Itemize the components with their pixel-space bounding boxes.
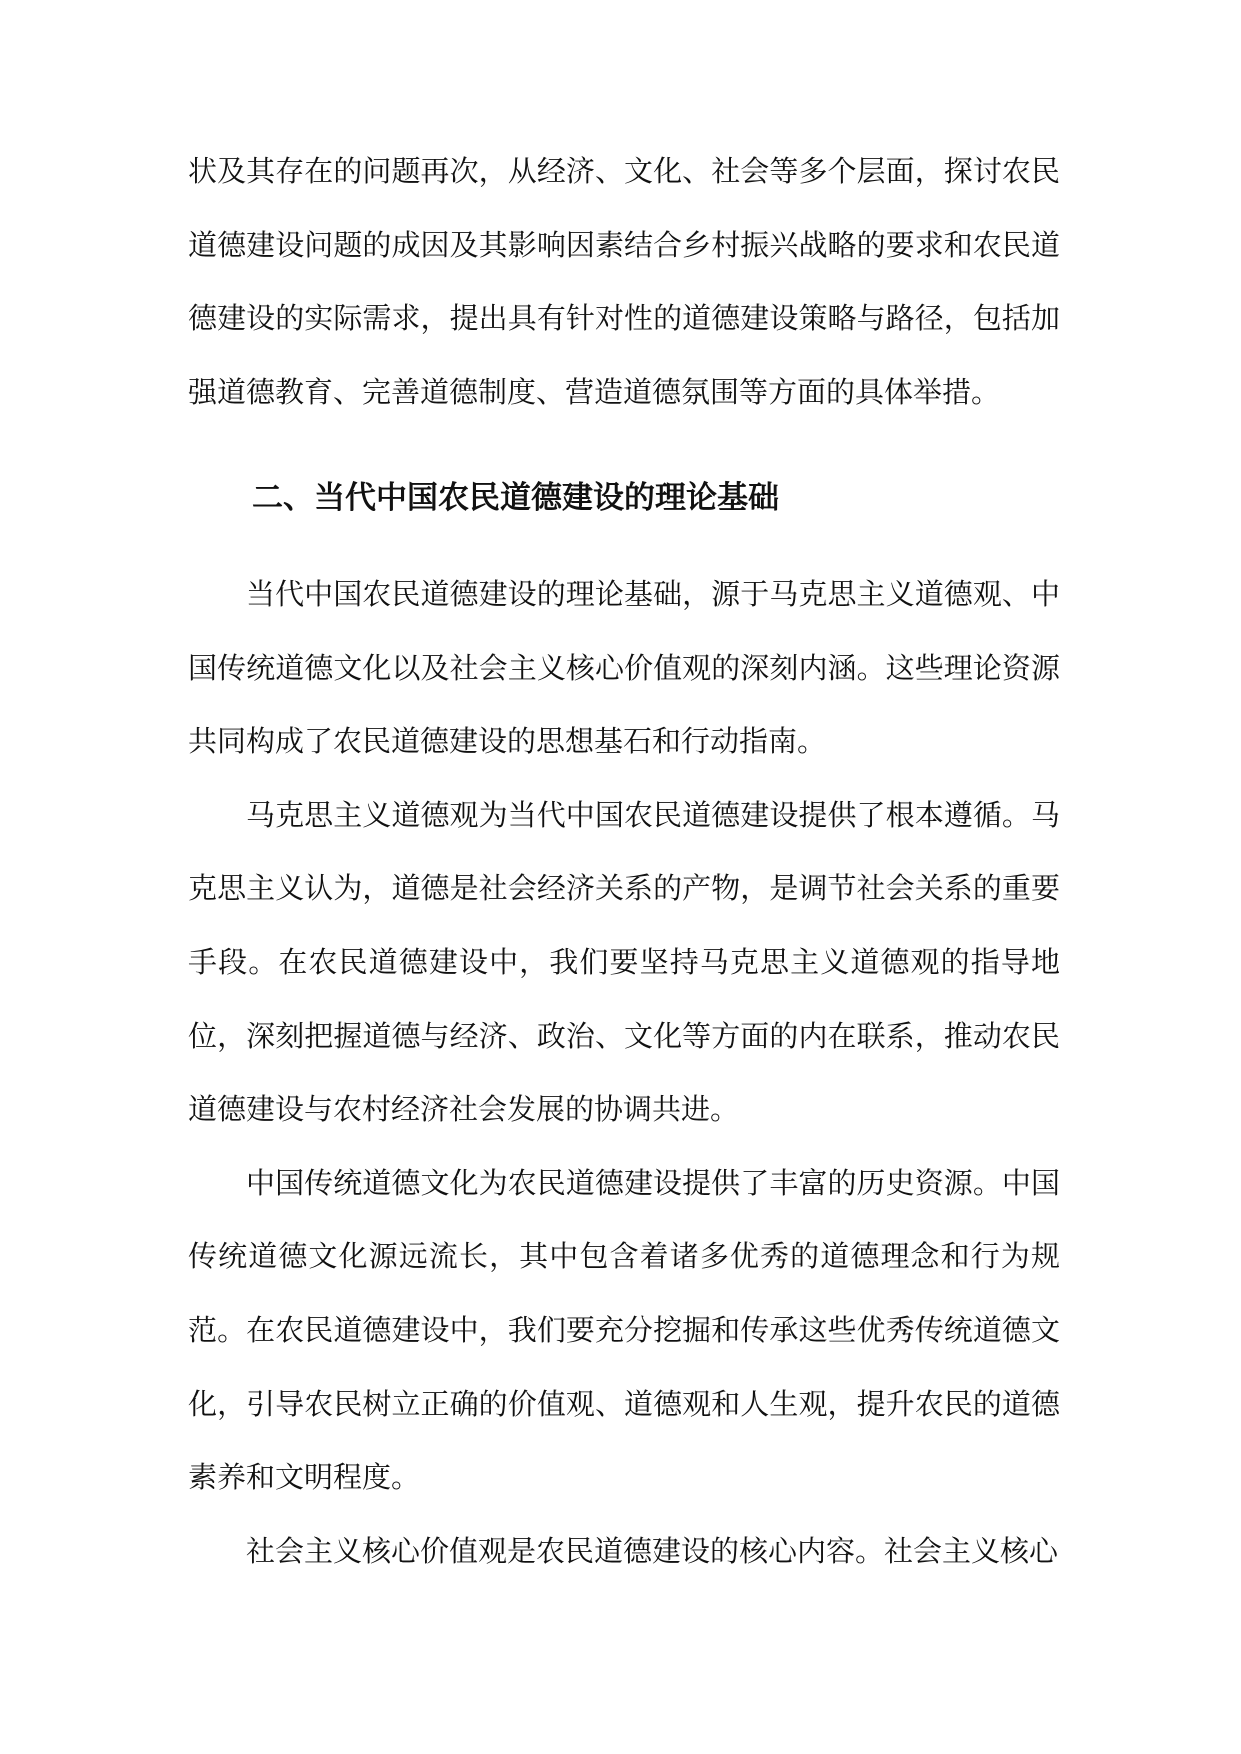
section-body xyxy=(188,558,1060,1588)
continued-text-block xyxy=(188,135,1060,429)
section-heading: 二、当代中国农民道德建设的理论基础 xyxy=(252,480,779,516)
body-paragraph-4: 社会主义核心价值观是农民道德建设的核心内容。社会主义核心 xyxy=(246,1533,1059,1568)
body-paragraph-1: 当代中国农民道德建设的理论基础，源于马克思主义道德观、中国传统道德文化以及社会主义核心价值观的深刻内涵。这些理论资源共同构成了农民道德建设的思想基石和行动指南。 xyxy=(188,577,1060,759)
continued-paragraph: 状及其存在的问题再次，从经济、文化、社会等多个层面，探讨农民道德建设问题的成因及其影响因素结合乡村振兴战略的要求和农民道德建设的实际需求，提出具有针对性的道德建设策略与路径，包括加强道德教育、完善道德制度、营造道德氛围等方面的具体举措。 xyxy=(188,154,1060,409)
body-paragraph-2: 马克思主义道德观为当代中国农民道德建设提供了根本遵循。马克思主义认为，道德是社会经济关系的产物，是调节社会关系的重要手段。在农民道德建设中，我们要坚持马克思主义道德观的指导地位，深刻把握道德与经济、政治、文化等方面的内在联系，推动农民道德建设与农村经济社会发展的协调共进。 xyxy=(188,797,1060,1127)
body-paragraph-3: 中国传统道德文化为农民道德建设提供了丰富的历史资源。中国传统道德文化源远流长，其中包含着诸多优秀的道德理念和行为规范。在农民道德建设中，我们要充分挖掘和传承这些优秀传统道德文化，引导农民树立正确的价值观、道德观和人生观，提升农民的道德素养和文明程度。 xyxy=(188,1165,1060,1495)
